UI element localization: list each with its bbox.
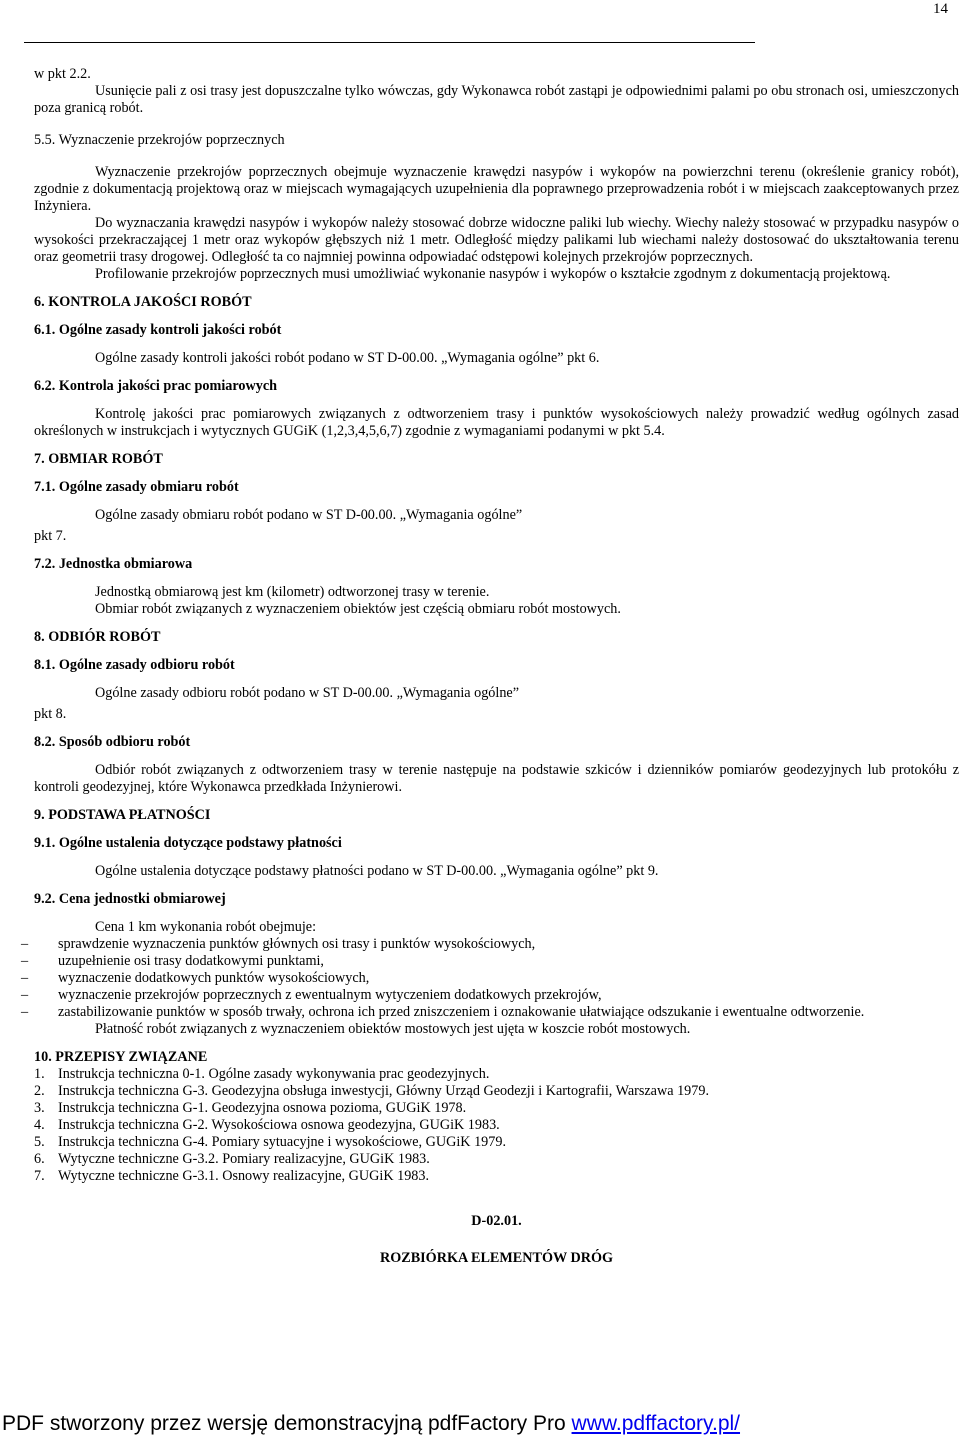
list-item: – wyznaczenie dodatkowych punktów wysokościowych, — [21, 970, 370, 986]
dash-bullet: – — [21, 953, 29, 969]
footer-link[interactable]: www.pdffactory.pl/ — [571, 1412, 741, 1435]
section-7-1-title: 7.1. Ogólne zasady obmiaru robót — [34, 479, 239, 495]
section-6-1-text: Ogólne zasady kontroli jakości robót podano w ST D-00.00. „Wymagania ogólne” pkt 6. — [95, 350, 600, 366]
section-6-title: 6. KONTROLA JAKOŚCI ROBÓT — [34, 294, 252, 310]
section-9-1-title: 9.1. Ogólne ustalenia dotyczące podstawy płatności — [34, 835, 342, 851]
next-section-title: ROZBIÓRKA ELEMENTÓW DRÓG — [379, 1250, 614, 1266]
section-7-1-tail: pkt 7. — [34, 528, 67, 544]
section-7-2-title: 7.2. Jednostka obmiarowa — [34, 556, 193, 572]
section-6-2-text: Kontrolę jakości prac pomiarowych związanych z odtworzeniem trasy i punktów wysokościowych należy prowadzić według ogólnych zasad określonych w instrukcjach i wytycznych GUGiK (1,2,3,4,5,6,7) zgodnie z wymaganiami podanymi w pkt 5.4. — [34, 406, 959, 439]
section-5-5-paragraph-3: Profilowanie przekrojów poprzecznych musi umożliwiać wykonanie nasypów i wykopów o kształcie zgodnym z dokumentacją projektową. — [95, 266, 891, 282]
section-7-title: 7. OBMIAR ROBÓT — [34, 451, 163, 467]
dash-bullet: – — [21, 970, 29, 986]
dash-bullet: – — [21, 1004, 29, 1020]
document-body — [21, 66, 959, 1267]
section-5-5-title: 5.5. Wyznaczenie przekrojów poprzecznych — [34, 132, 285, 148]
section-6-1-title: 6.1. Ogólne zasady kontroli jakości robót — [34, 322, 282, 338]
list-item: 2. Instrukcja techniczna G-3. Geodezyjna obsługa inwestycji, Główny Urząd Geodezji i Kartografii, Warszawa 1979. — [34, 1083, 709, 1099]
list-item: 7. Wytyczne techniczne G-3.1. Osnowy realizacyjne, GUGiK 1983. — [34, 1168, 430, 1184]
list-item: 3. Instrukcja techniczna G-1. Geodezyjna osnowa pozioma, GUGiK 1978. — [34, 1100, 467, 1116]
section-9-2-intro: Cena 1 km wykonania robót obejmuje: — [95, 919, 317, 935]
section-7-1-text: Ogólne zasady obmiaru robót podano w ST D-00.00. „Wymagania ogólne” — [95, 507, 523, 523]
section-8-1-title: 8.1. Ogólne zasady odbioru robót — [34, 657, 235, 673]
section-8-1-text: Ogólne zasady odbioru robót podano w ST D-00.00. „Wymagania ogólne” — [95, 685, 520, 701]
header-rule — [24, 42, 755, 43]
intro-reference: w pkt 2.2. — [34, 66, 91, 82]
section-8-2-text: Odbiór robót związanych z odtworzeniem trasy w terenie następuje na podstawie szkiców i dzienników pomiarów geodezyjnych lub protokółu z kontroli geodezyjnej, które Wykonawca przedkłada Inżynierowi. — [34, 762, 959, 795]
regulations-list — [34, 1066, 959, 1185]
section-9-1-text: Ogólne ustalenia dotyczące podstawy płatności podano w ST D-00.00. „Wymagania ogólne” pkt 9. — [95, 863, 659, 879]
list-item: 5. Instrukcja techniczna G-4. Pomiary sytuacyjne i wysokościowe, GUGiK 1979. — [34, 1134, 506, 1150]
section-9-title: 9. PODSTAWA PŁATNOŚCI — [34, 807, 211, 823]
section-5-5-paragraph-2: Do wyznaczania krawędzi nasypów i wykopów należy stosować dobrze widoczne paliki lub wiechy. Wiechy należy stosować w przypadku nasypów o wysokości przekraczającej 1 metr oraz wykopów głębszych niż 1 metr. Odległość między palikami lub wiechami należy dostosować do ukształtowania terenu oraz geometrii trasy drogowej. Odległość ta co najmniej powinna odpowiadać odstępowi kolejnych przekrojów poprzecznych. — [34, 215, 959, 265]
pdf-watermark-footer — [2, 1411, 958, 1437]
dash-bullet: – — [21, 987, 29, 1003]
section-8-1-tail: pkt 8. — [34, 706, 67, 722]
list-item: – wyznaczenie przekrojów poprzecznych z ewentualnym wytyczeniem dodatkowych przekrojów, — [21, 987, 602, 1003]
list-item: – zastabilizowanie punktów w sposób trwały, ochrona ich przed zniszczeniem i oznakowanie ułatwiające odszukanie i ewentualne odtworzenie. — [21, 1004, 865, 1020]
intro-paragraph: Usunięcie pali z osi trasy jest dopuszczalne tylko wówczas, gdy Wykonawca robót zastąpi je odpowiednimi palami po obu stronach osi, umieszczonych poza granicą robót. — [34, 83, 959, 116]
page-number: 14 — [933, 1, 948, 17]
list-item: 6. Wytyczne techniczne G-3.2. Pomiary realizacyjne, GUGiK 1983. — [34, 1151, 430, 1167]
section-9-2-title: 9.2. Cena jednostki obmiarowej — [34, 891, 226, 907]
next-section-code: D-02.01. — [471, 1213, 522, 1229]
section-6-2-title: 6.2. Kontrola jakości prac pomiarowych — [34, 378, 278, 394]
price-components-list — [21, 936, 959, 1021]
section-9-2-note: Płatność robót związanych z wyznaczeniem obiektów mostowych jest ujęta w koszcie robót mostowych. — [95, 1021, 691, 1037]
section-5-5-paragraph-1: Wyznaczenie przekrojów poprzecznych obejmuje wyznaczenie krawędzi nasypów i wykopów na powierzchni terenu (określenie granicy robót), zgodnie z dokumentacją projektową oraz w miejscach wymagających uzupełnienia dla poprawnego przeprowadzenia robót i w miejscach zaakceptowanych przez Inżyniera. — [34, 164, 959, 214]
section-7-2-text-1: Jednostką obmiarową jest km (kilometr) odtworzonej trasy w terenie. — [95, 584, 490, 600]
section-10-title: 10. PRZEPISY ZWIĄZANE — [34, 1049, 208, 1065]
section-7-2-text-2: Obmiar robót związanych z wyznaczeniem obiektów jest częścią obmiaru robót mostowych. — [95, 601, 621, 617]
list-item: 1. Instrukcja techniczna 0-1. Ogólne zasady wykonywania prac geodezyjnych. — [34, 1066, 490, 1082]
section-8-2-title: 8.2. Sposób odbioru robót — [34, 734, 191, 750]
section-8-title: 8. ODBIÓR ROBÓT — [34, 629, 161, 645]
list-item: – sprawdzenie wyznaczenia punktów głównych osi trasy i punktów wysokościowych, — [21, 936, 536, 952]
footer-text: PDF stworzony przez wersję demonstracyjną pdfFactory Pro — [2, 1412, 572, 1435]
list-item: 4. Instrukcja techniczna G-2. Wysokościowa osnowa geodezyjna, GUGiK 1983. — [34, 1117, 500, 1133]
list-item: – uzupełnienie osi trasy dodatkowymi punktami, — [21, 953, 324, 969]
dash-bullet: – — [21, 936, 29, 952]
